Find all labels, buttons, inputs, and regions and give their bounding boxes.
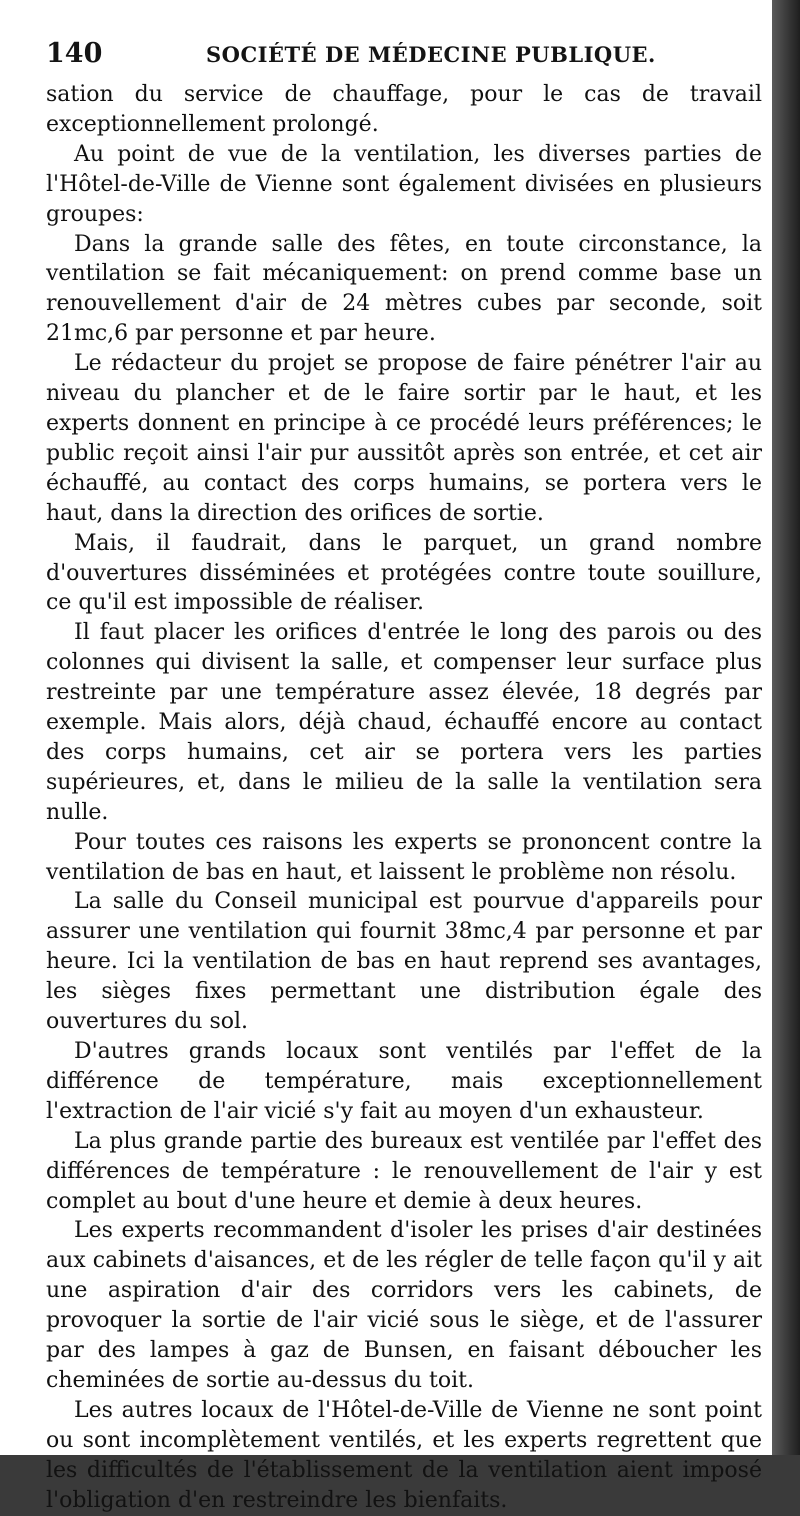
body-text [46, 80, 762, 1516]
paragraph-11: Les experts recommandent d'isoler les prises d'air destinées aux cabinets d'aisances, et de les régler de telle façon qu'il y ait une aspiration d'air des corridors vers les cabinets, de provoquer la sortie de l'air vicié sous le siège, et de l'assurer par des lampes à gaz de Bunsen, en faisant déboucher les cheminées de sortie au-dessus du toit. [46, 1218, 762, 1393]
running-title: SOCIÉTÉ DE MÉDECINE PUBLIQUE. [206, 42, 656, 67]
paragraph-12: Les autres locaux de l'Hôtel-de-Ville de Vienne ne sont point ou sont incomplètement ventilés, et les experts regrettent que les difficultés de l'établissement de la ventilation aient imposé l'obligation d'en restreindre les bienfaits. [46, 1397, 762, 1513]
paragraph-4: Le rédacteur du projet se propose de faire pénétrer l'air au niveau du plancher et de le faire sortir par le haut, et les experts donnent en principe à ce procédé leurs préférences; le public reçoit ainsi l'air pur aussitôt après son entrée, et cet air échauffé, au contact des corps humains, se portera vers le haut, dans la direction des orifices de sortie. [46, 351, 762, 526]
paragraph-7: Pour toutes ces raisons les experts se prononcent contre la ventilation de bas en haut, et laissent le problème non résolu. [46, 829, 762, 885]
paragraph-1: sation du service de chauffage, pour le cas de travail exceptionnellement prolongé. [46, 82, 762, 137]
page-edge-shadow [772, 0, 800, 1455]
paragraph-9: D'autres grands locaux sont ventilés par l'effet de la différence de température, mais exceptionnellement l'extraction de l'air vicié s'y fait au moyen d'un exhausteur. [46, 1039, 762, 1124]
paragraph-6: Il faut placer les orifices d'entrée le long des parois ou des colonnes qui divisent la salle, et compenser leur surface plus restreinte par une température assez élevée, 18 degrés par exemple. Mais alors, déjà chaud, échauffé encore au contact des corps humains, cet air se portera vers les parties supérieures, et, dans le milieu de la salle la ventilation sera nulle. [46, 620, 762, 825]
page-number: 140 [46, 38, 103, 69]
page-header [46, 36, 754, 72]
paragraph-5: Mais, il faudrait, dans le parquet, un grand nombre d'ouvertures disséminées et protégées contre toute souillure, ce qu'il est impossible de réaliser. [46, 530, 762, 616]
paragraph-8: La salle du Conseil municipal est pourvue d'appareils pour assurer une ventilation qui fournit 38mc,4 par personne et par heure. Ici la ventilation de bas en haut reprend ses avantages, les sièges fixes permettant une distribution égale des ouvertures du sol. [46, 889, 762, 1035]
paragraph-3: Dans la grande salle des fêtes, en toute circonstance, la ventilation se fait mécaniquement: on prend comme base un renouvellement d'air de 24 mètres cubes par seconde, soit 21mc,6 par personne et par heure. [46, 231, 762, 347]
paragraph-2: Au point de vue de la ventilation, les diverses parties de l'Hôtel-de-Ville de Vienne sont également divisées en plusieurs groupes: [46, 141, 762, 227]
paragraph-10: La plus grande partie des bureaux est ventilée par l'effet des différences de température : le renouvellement de l'air y est complet au bout d'une heure et demie à deux heures. [46, 1128, 762, 1214]
